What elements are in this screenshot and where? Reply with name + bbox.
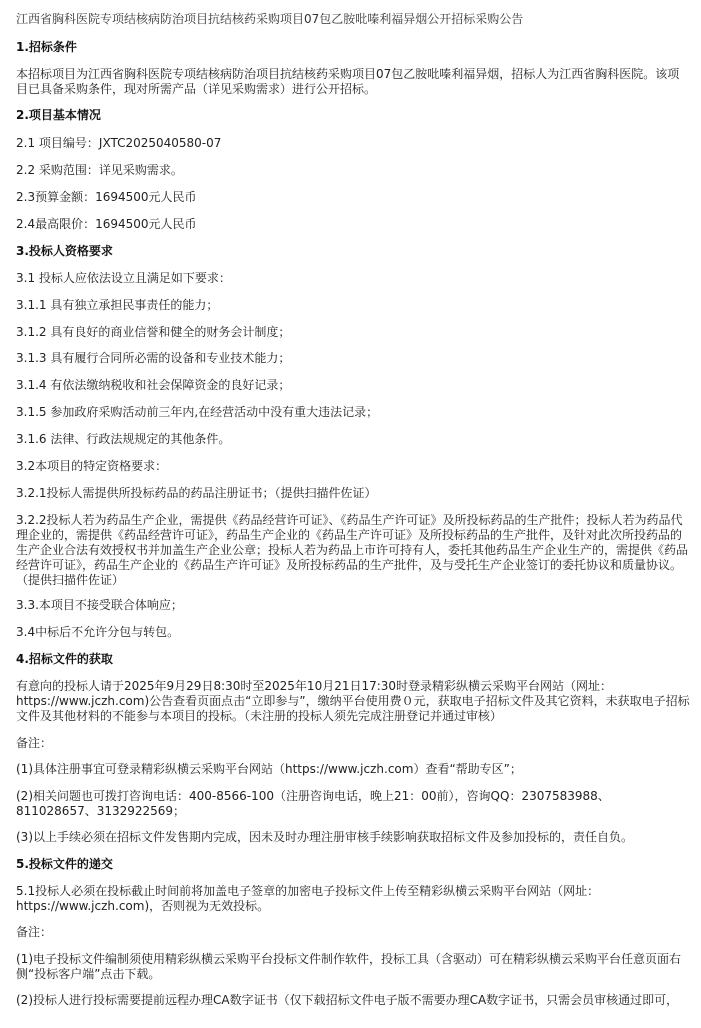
requirement-item: 3.1 投标人应依法设立且满足如下要求：	[16, 271, 231, 285]
section-1-paragraph: 本招标项目为江西省胸科医院专项结核病防治项目抗结核药采购项目07包乙胺吡嗪利福异烟，招标人为江西省胸科医院。该项目已具备采购条件，现对所需产品（详见采购需求）进行公开招标。	[16, 67, 680, 96]
requirement-item: 3.2本项目的特定资格要求：	[16, 459, 168, 473]
project-number: 2.1 项目编号：JXTC2025040580-07	[16, 136, 222, 150]
section-1-heading: 1.招标条件	[16, 40, 77, 54]
requirement-item: 3.1.3 具有履行合同所必需的设备和专业技术能力；	[16, 351, 291, 365]
note-item: (3)以上手续必须在招标文件发售期内完成，因未及时办理注册审核手续影响获取招标文件及参加投标的，责任自负。	[16, 830, 634, 844]
section-5-paragraph: 5.1投标人必须在投标截止时间前将加盖电子签章的加密电子投标文件上传至精彩纵横云采购平台网站（网址：https://www.jczh.com)，否则视为无效投标。	[16, 884, 600, 913]
requirement-item: 3.1.2 具有良好的商业信誉和健全的财务会计制度；	[16, 325, 291, 339]
note-item: (2)相关问题也可拨打咨询电话：400-8566-100（注册咨询电话，晚上21：00前），咨询QQ：2307583988、811028657、3132922569；	[16, 789, 610, 818]
section-4-heading: 4.招标文件的获取	[16, 652, 113, 666]
page-title: 江西省胸科医院专项结核病防治项目抗结核药采购项目07包乙胺吡嗪利福异烟公开招标采购公告	[16, 12, 524, 26]
section-3-heading: 3.投标人资格要求	[16, 244, 113, 258]
price-ceiling: 2.4最高限价：1694500元人民币	[16, 217, 197, 231]
note-label: 备注：	[16, 736, 53, 750]
budget-amount: 2.3预算金额：1694500元人民币	[16, 190, 197, 204]
requirement-item: 3.3.本项目不接受联合体响应；	[16, 598, 183, 612]
requirement-item: 3.4中标后不允许分包与转包。	[16, 625, 180, 639]
note-label: 备注：	[16, 925, 53, 939]
procurement-scope: 2.2 采购范围：详见采购需求。	[16, 163, 183, 177]
requirement-item: 3.2.1投标人需提供所投标药品的药品注册证书；（提供扫描件佐证）	[16, 486, 377, 500]
requirement-item: 3.1.1 具有独立承担民事责任的能力；	[16, 298, 219, 312]
note-item: (1)具体注册事宜可登录精彩纵横云采购平台网站（https://www.jczh.com）查看“帮助专区”；	[16, 762, 522, 776]
requirement-item: 3.1.5 参加政府采购活动前三年内,在经营活动中没有重大违法记录；	[16, 405, 379, 419]
requirement-item: 3.2.2投标人若为药品生产企业，需提供《药品经营许可证》、《药品生产许可证》及所投标药品的生产批件；投标人若为药品代理企业的，需提供《药品经营许可证》，药品生产企业的《药品生产许可证》及所投标药品的生产批件，及针对此次所投药品的生产企业合法有效授权书并加盖生产企业公章；投标人若为药品上市许可持有人，委托其他药品生产企业生产的，需提供《药品经营许可证》，药品生产企业的《药品生产许可证》及所投标药品的生产批件，及与受托生产企业签订的委托协议和质量协议。（提供扫描件佐证）	[16, 513, 689, 587]
section-5-heading: 5.投标文件的递交	[16, 857, 113, 871]
requirement-item: 3.1.4 有依法缴纳税收和社会保障资金的良好记录；	[16, 378, 291, 392]
requirement-item: 3.1.6 法律、行政法规规定的其他条件。	[16, 432, 231, 446]
section-2-heading: 2.项目基本情况	[16, 108, 101, 122]
note-item: (1)电子投标文件编制须使用精彩纵横云采购平台投标文件制作软件，投标工具（含驱动）可在精彩纵横云采购平台任意页面右侧“投标客户端”点击下载。	[16, 952, 682, 981]
section-4-paragraph: 有意向的投标人请于2025年9月29日8:30时至2025年10月21日17:30时登录精彩纵横云采购平台网站（网址：https://www.jczh.com)公告查看页面点击“立即参与”，缴纳平台使用费０元，获取电子招标文件及其它资料，未获取电子招标文件及其他材料的不能参与本项目的投标。（未注册的投标人须先完成注册登记并通过审核）	[16, 679, 690, 723]
note-item: (2)投标人进行投标需要提前远程办理CA数字证书（仅下载招标文件电子版不需要办理CA数字证书，只需会员审核通过即可，	[16, 993, 679, 1007]
